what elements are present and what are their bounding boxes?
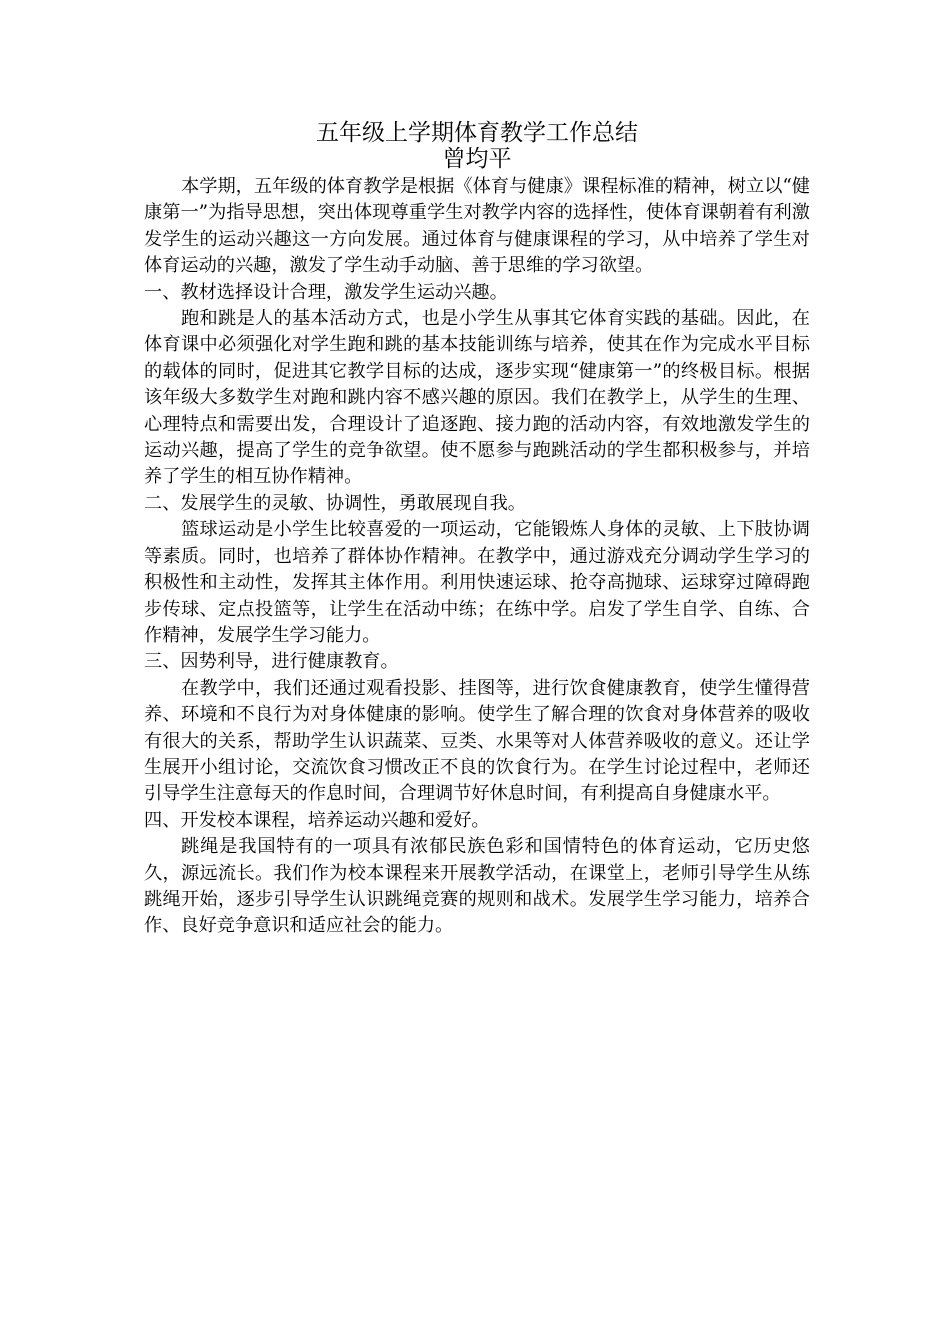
section-body-3: 在教学中，我们还通过观看投影、挂图等，进行饮食健康教育，使学生懂得营养、环境和不良行为对身体健康的影响。使学生了解合理的饮食对身体营养的吸收有很大的关系，帮助学生认识蔬菜、豆类、水果等对人体营养吸收的意义。还让学生展开小组讨论，交流饮食习惯改正不良的饮食行为。在学生讨论过程中，老师还引导学生注意每天的作息时间，合理调节好休息时间，有利提高自身健康水平。 (144, 677, 810, 805)
document-author: 曾均平 (442, 146, 512, 172)
section-heading-4: 四、开发校本课程，培养运动兴趣和爱好。 (144, 809, 490, 831)
section-body-2: 篮球运动是小学生比较喜爱的一项运动，它能锻炼人身体的灵敏、上下肢协调等素质。同时，也培养了群体协作精神。在教学中，通过游戏充分调动学生学习的积极性和主动性，发挥其主体作用。利用快速运球、抢夺高抛球、运球穿过障碍跑步传球、定点投篮等，让学生在活动中练；在练中学。启发了学生自学、自练、合作精神，发展学生学习能力。 (144, 519, 810, 646)
intro-paragraph: 本学期，五年级的体育教学是根据《体育与健康》课程标准的精神，树立以“健康第一”为指导思想，突出体现尊重学生对教学内容的选择性，使体育课朝着有利激发学生的运动兴趣这一方向发展。通过体育与健康课程的学习，从中培养了学生对体育运动的兴趣，激发了学生动手动脑、善于思维的学习欲望。 (144, 176, 810, 277)
section-heading-1: 一、教材选择设计合理，激发学生运动兴趣。 (144, 281, 508, 303)
document-page (144, 120, 810, 940)
section-body-1: 跑和跳是人的基本活动方式，也是小学生从事其它体育实践的基础。因此，在体育课中必须强化对学生跑和跳的基本技能训练与培养，使其在作为完成水平目标的载体的同时，促进其它教学目标的达成，逐步实现“健康第一”的终极目标。根据该年级大多数学生对跑和跳内容不感兴趣的原因。我们在教学上，从学生的生理、心理特点和需要出发，合理设计了追逐跑、接力跑的活动内容，有效地激发学生的运动兴趣，提高了学生的竞争欲望。使不愿参与跑跳活动的学生都积极参与，并培养了学生的相互协作精神。 (144, 308, 810, 488)
section-heading-2: 二、发展学生的灵敏、协调性，勇敢展现自我。 (144, 492, 526, 514)
document-title: 五年级上学期体育教学工作总结 (316, 120, 638, 146)
section-heading-3: 三、因势利导，进行健康教育。 (144, 651, 399, 673)
section-body-4: 跳绳是我国特有的一项具有浓郁民族色彩和国情特色的体育运动，它历史悠久，源远流长。我们作为校本课程来开展教学活动，在课堂上，老师引导学生从练跳绳开始，逐步引导学生认识跳绳竞赛的规则和战术。发展学生学习能力，培养合作、良好竞争意识和适应社会的能力。 (144, 836, 810, 937)
